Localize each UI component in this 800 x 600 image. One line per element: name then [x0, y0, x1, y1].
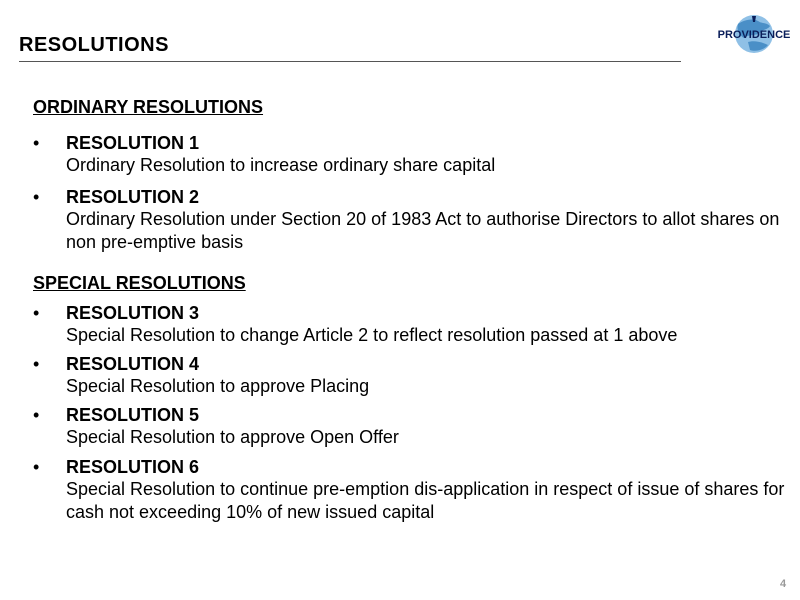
resolution-title: RESOLUTION 1 [66, 133, 200, 153]
bullet: • [33, 405, 40, 425]
special-resolutions-heading: SPECIAL RESOLUTIONS [33, 273, 246, 293]
resolution-title: RESOLUTION 3 [66, 303, 200, 323]
resolution-description: Special Resolution to continue pre-emption dis-application in respect of issue of shares for cash not exceeding 10% of new issued capital [66, 479, 785, 522]
list-item [33, 456, 783, 526]
resolution-description: Special Resolution to approve Placing [66, 376, 370, 396]
ordinary-resolutions-heading: ORDINARY RESOLUTIONS [33, 97, 264, 117]
resolution-title: RESOLUTION 6 [66, 457, 200, 477]
resolution-title: RESOLUTION 2 [66, 187, 200, 207]
resolution-description: Ordinary Resolution to increase ordinary share capital [66, 155, 496, 175]
resolution-description: Special Resolution to change Article 2 to reflect resolution passed at 1 above [66, 325, 678, 345]
logo-text: PROVIDENCE [717, 29, 791, 41]
globe-logo-icon [714, 12, 794, 56]
list-item [33, 186, 783, 256]
list-item [33, 353, 783, 401]
resolution-title: RESOLUTION 5 [66, 405, 200, 425]
page-title: RESOLUTIONS [19, 34, 169, 56]
page-number: 4 [780, 578, 787, 590]
title-divider [19, 61, 681, 62]
resolution-description: Special Resolution to approve Open Offer [66, 427, 399, 447]
list-item [33, 404, 783, 452]
resolution-title: RESOLUTION 4 [66, 354, 200, 374]
list-item [33, 132, 783, 182]
bullet: • [33, 354, 40, 374]
resolution-description: Ordinary Resolution under Section 20 of 1983 Act to authorise Directors to allot shares on non pre-emptive basis [66, 209, 780, 252]
bullet: • [33, 457, 40, 477]
bullet: • [33, 303, 40, 323]
providence-logo [714, 12, 794, 56]
list-item [33, 302, 783, 350]
bullet: • [33, 133, 40, 153]
bullet: • [33, 187, 40, 207]
